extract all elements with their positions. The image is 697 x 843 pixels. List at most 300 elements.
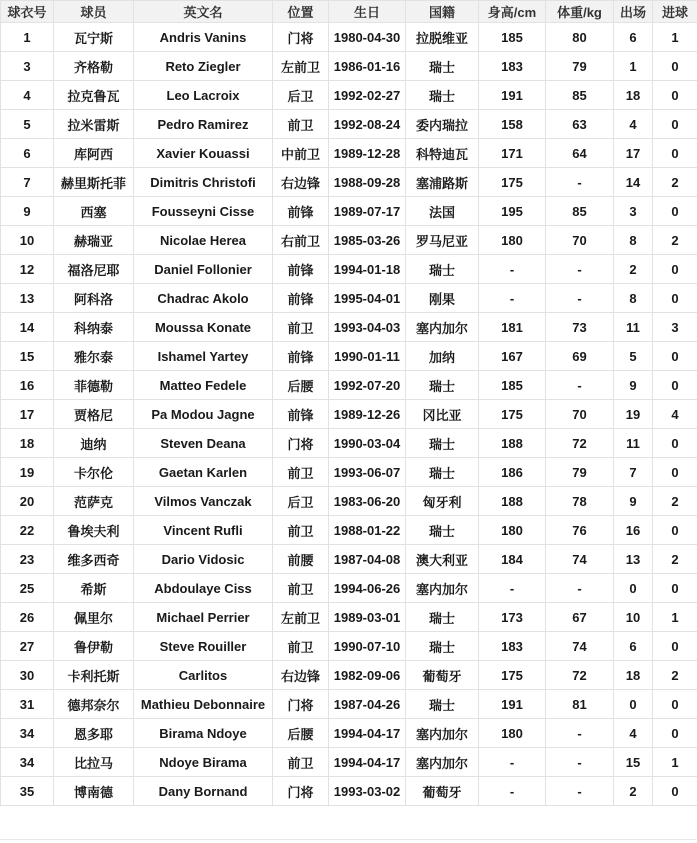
cell-height: 158: [479, 110, 546, 139]
cell-appearances: 7: [614, 458, 653, 487]
table-row: [1, 574, 697, 603]
cell-weight: 63: [546, 110, 614, 139]
cell-birthday: 1994-01-18: [329, 255, 406, 284]
table-row: [1, 139, 697, 168]
cell-goals: 0: [653, 110, 697, 139]
cell-appearances: 15: [614, 748, 653, 777]
cell-jersey-number: 14: [1, 313, 54, 342]
cell-nationality: 塞内加尔: [406, 574, 479, 603]
table-row: [1, 168, 697, 197]
cell-birthday: 1994-04-17: [329, 719, 406, 748]
cell-height: 175: [479, 168, 546, 197]
cell-nationality: 科特迪瓦: [406, 139, 479, 168]
cell-goals: 0: [653, 284, 697, 313]
cell-jersey-number: 7: [1, 168, 54, 197]
cell-appearances: 6: [614, 632, 653, 661]
cell-english-name: Vincent Rufli: [134, 516, 273, 545]
cell-appearances: 13: [614, 545, 653, 574]
cell-player-name: 菲德勒: [54, 371, 134, 400]
cell-weight: -: [546, 719, 614, 748]
cell-goals: 2: [653, 226, 697, 255]
cell-english-name: Michael Perrier: [134, 603, 273, 632]
cell-appearances: 2: [614, 777, 653, 806]
cell-birthday: 1989-12-26: [329, 400, 406, 429]
cell-player-name: 恩多耶: [54, 719, 134, 748]
cell-weight: -: [546, 255, 614, 284]
cell-birthday: 1988-01-22: [329, 516, 406, 545]
cell-goals: 0: [653, 632, 697, 661]
cell-birthday: 1994-04-17: [329, 748, 406, 777]
cell-player-name: 比拉马: [54, 748, 134, 777]
cell-nationality: 拉脱维亚: [406, 23, 479, 52]
cell-weight: 81: [546, 690, 614, 719]
cell-nationality: 瑞士: [406, 52, 479, 81]
cell-appearances: 1: [614, 52, 653, 81]
cell-nationality: 瑞士: [406, 603, 479, 632]
cell-appearances: 3: [614, 197, 653, 226]
cell-nationality: 瑞士: [406, 458, 479, 487]
cell-weight: 70: [546, 226, 614, 255]
cell-player-name: 赫瑞亚: [54, 226, 134, 255]
cell-height: 180: [479, 226, 546, 255]
cell-position: 前卫: [273, 313, 329, 342]
cell-nationality: 瑞士: [406, 371, 479, 400]
cell-birthday: 1987-04-08: [329, 545, 406, 574]
table-row: [1, 197, 697, 226]
cell-weight: -: [546, 168, 614, 197]
cell-height: 188: [479, 487, 546, 516]
cell-position: 前锋: [273, 255, 329, 284]
table-row: [1, 719, 697, 748]
cell-height: 173: [479, 603, 546, 632]
cell-position: 左前卫: [273, 603, 329, 632]
cell-height: 191: [479, 690, 546, 719]
cell-goals: 1: [653, 23, 697, 52]
column-header: 英文名: [134, 1, 273, 23]
cell-position: 前锋: [273, 342, 329, 371]
column-header: 体重/kg: [546, 1, 614, 23]
cell-goals: 1: [653, 748, 697, 777]
cell-goals: 0: [653, 690, 697, 719]
cell-weight: 74: [546, 545, 614, 574]
cell-nationality: 塞浦路斯: [406, 168, 479, 197]
cell-appearances: 4: [614, 719, 653, 748]
cell-player-name: 西塞: [54, 197, 134, 226]
cell-appearances: 11: [614, 313, 653, 342]
cell-player-name: 福洛尼耶: [54, 255, 134, 284]
table-row: [1, 81, 697, 110]
cell-english-name: Dimitris Christofi: [134, 168, 273, 197]
table-row: [1, 284, 697, 313]
cell-jersey-number: 27: [1, 632, 54, 661]
cell-height: 180: [479, 719, 546, 748]
cell-appearances: 17: [614, 139, 653, 168]
cell-nationality: 瑞士: [406, 516, 479, 545]
cell-english-name: Abdoulaye Ciss: [134, 574, 273, 603]
cell-height: -: [479, 255, 546, 284]
cell-goals: 0: [653, 719, 697, 748]
cell-weight: 74: [546, 632, 614, 661]
table-row: [1, 690, 697, 719]
cell-height: -: [479, 284, 546, 313]
cell-height: 185: [479, 23, 546, 52]
table-body: [1, 23, 697, 806]
table-row: [1, 400, 697, 429]
cell-jersey-number: 4: [1, 81, 54, 110]
cell-birthday: 1988-09-28: [329, 168, 406, 197]
cell-nationality: 葡萄牙: [406, 777, 479, 806]
cell-nationality: 瑞士: [406, 690, 479, 719]
cell-jersey-number: 1: [1, 23, 54, 52]
cell-goals: 2: [653, 661, 697, 690]
cell-jersey-number: 19: [1, 458, 54, 487]
cell-goals: 0: [653, 197, 697, 226]
cell-height: 191: [479, 81, 546, 110]
cell-position: 前锋: [273, 284, 329, 313]
cell-player-name: 赫里斯托菲: [54, 168, 134, 197]
column-header: 位置: [273, 1, 329, 23]
cell-appearances: 5: [614, 342, 653, 371]
cell-position: 门将: [273, 777, 329, 806]
cell-english-name: Xavier Kouassi: [134, 139, 273, 168]
cell-english-name: Vilmos Vanczak: [134, 487, 273, 516]
cell-height: 171: [479, 139, 546, 168]
cell-position: 前锋: [273, 197, 329, 226]
cell-weight: 80: [546, 23, 614, 52]
cell-english-name: Reto Ziegler: [134, 52, 273, 81]
cell-english-name: Gaetan Karlen: [134, 458, 273, 487]
cell-jersey-number: 17: [1, 400, 54, 429]
cell-position: 中前卫: [273, 139, 329, 168]
cell-nationality: 葡萄牙: [406, 661, 479, 690]
cell-position: 后腰: [273, 371, 329, 400]
cell-appearances: 2: [614, 255, 653, 284]
cell-player-name: 佩里尔: [54, 603, 134, 632]
cell-appearances: 8: [614, 284, 653, 313]
cell-appearances: 4: [614, 110, 653, 139]
table-row: [1, 342, 697, 371]
column-header: 身高/cm: [479, 1, 546, 23]
table-row: [1, 429, 697, 458]
cell-nationality: 加纳: [406, 342, 479, 371]
cell-appearances: 11: [614, 429, 653, 458]
cell-nationality: 冈比亚: [406, 400, 479, 429]
cell-position: 前腰: [273, 545, 329, 574]
cell-player-name: 鲁伊勒: [54, 632, 134, 661]
cell-appearances: 9: [614, 371, 653, 400]
cell-goals: 4: [653, 400, 697, 429]
cell-weight: 85: [546, 197, 614, 226]
cell-position: 前卫: [273, 458, 329, 487]
table-row: [1, 110, 697, 139]
cell-english-name: Pa Modou Jagne: [134, 400, 273, 429]
cell-weight: 76: [546, 516, 614, 545]
cell-jersey-number: 30: [1, 661, 54, 690]
cell-player-name: 库阿西: [54, 139, 134, 168]
cell-english-name: Daniel Follonier: [134, 255, 273, 284]
cell-height: 183: [479, 632, 546, 661]
cell-nationality: 委内瑞拉: [406, 110, 479, 139]
cell-birthday: 1990-01-11: [329, 342, 406, 371]
cell-jersey-number: 10: [1, 226, 54, 255]
cell-height: -: [479, 777, 546, 806]
cell-english-name: Steven Deana: [134, 429, 273, 458]
table-row: [1, 313, 697, 342]
cell-appearances: 8: [614, 226, 653, 255]
cell-goals: 0: [653, 429, 697, 458]
cell-height: 186: [479, 458, 546, 487]
cell-appearances: 14: [614, 168, 653, 197]
table-row: [1, 371, 697, 400]
cell-english-name: Ndoye Birama: [134, 748, 273, 777]
cell-english-name: Ishamel Yartey: [134, 342, 273, 371]
cell-weight: 69: [546, 342, 614, 371]
cell-jersey-number: 6: [1, 139, 54, 168]
cell-english-name: Chadrac Akolo: [134, 284, 273, 313]
cell-weight: -: [546, 574, 614, 603]
cell-birthday: 1982-09-06: [329, 661, 406, 690]
cell-goals: 0: [653, 342, 697, 371]
cell-jersey-number: 31: [1, 690, 54, 719]
cell-height: 183: [479, 52, 546, 81]
cell-position: 前卫: [273, 632, 329, 661]
cell-english-name: Fousseyni Cisse: [134, 197, 273, 226]
cell-player-name: 拉克鲁瓦: [54, 81, 134, 110]
cell-nationality: 匈牙利: [406, 487, 479, 516]
cell-height: 181: [479, 313, 546, 342]
cell-weight: -: [546, 748, 614, 777]
cell-weight: 73: [546, 313, 614, 342]
column-header: 球员: [54, 1, 134, 23]
cell-jersey-number: 34: [1, 719, 54, 748]
cell-jersey-number: 26: [1, 603, 54, 632]
cell-player-name: 阿科洛: [54, 284, 134, 313]
cell-jersey-number: 23: [1, 545, 54, 574]
cell-position: 门将: [273, 429, 329, 458]
cell-goals: 1: [653, 603, 697, 632]
cell-player-name: 希斯: [54, 574, 134, 603]
cell-birthday: 1983-06-20: [329, 487, 406, 516]
cell-birthday: 1992-02-27: [329, 81, 406, 110]
cell-goals: 0: [653, 777, 697, 806]
cell-appearances: 18: [614, 661, 653, 690]
cell-position: 门将: [273, 23, 329, 52]
cell-weight: 78: [546, 487, 614, 516]
column-header: 球衣号: [1, 1, 54, 23]
cell-weight: -: [546, 284, 614, 313]
column-header: 进球: [653, 1, 697, 23]
cell-english-name: Leo Lacroix: [134, 81, 273, 110]
cell-player-name: 卡利托斯: [54, 661, 134, 690]
cell-appearances: 0: [614, 574, 653, 603]
cell-player-name: 拉米雷斯: [54, 110, 134, 139]
cell-goals: 2: [653, 487, 697, 516]
cell-player-name: 维多西奇: [54, 545, 134, 574]
cell-goals: 2: [653, 545, 697, 574]
table-row: [1, 255, 697, 284]
cell-english-name: Moussa Konate: [134, 313, 273, 342]
cell-birthday: 1980-04-30: [329, 23, 406, 52]
cell-english-name: Nicolae Herea: [134, 226, 273, 255]
cell-weight: 67: [546, 603, 614, 632]
cell-player-name: 贾格尼: [54, 400, 134, 429]
cell-height: 188: [479, 429, 546, 458]
cell-nationality: 塞内加尔: [406, 748, 479, 777]
cell-weight: 85: [546, 81, 614, 110]
cell-nationality: 法国: [406, 197, 479, 226]
cell-appearances: 9: [614, 487, 653, 516]
table-row: [1, 777, 697, 806]
cell-jersey-number: 13: [1, 284, 54, 313]
cell-birthday: 1990-03-04: [329, 429, 406, 458]
cell-height: -: [479, 748, 546, 777]
cell-position: 后腰: [273, 719, 329, 748]
cell-jersey-number: 9: [1, 197, 54, 226]
cell-position: 前卫: [273, 748, 329, 777]
cell-appearances: 6: [614, 23, 653, 52]
cell-position: 前卫: [273, 574, 329, 603]
table-row: [1, 23, 697, 52]
cell-goals: 2: [653, 168, 697, 197]
cell-player-name: 鲁埃夫利: [54, 516, 134, 545]
cell-height: 167: [479, 342, 546, 371]
cell-birthday: 1989-03-01: [329, 603, 406, 632]
cell-english-name: Andris Vanins: [134, 23, 273, 52]
cell-jersey-number: 18: [1, 429, 54, 458]
cell-player-name: 科纳泰: [54, 313, 134, 342]
cell-nationality: 澳大利亚: [406, 545, 479, 574]
cell-height: 180: [479, 516, 546, 545]
cell-position: 门将: [273, 690, 329, 719]
cell-weight: -: [546, 371, 614, 400]
column-header: 出场: [614, 1, 653, 23]
cell-birthday: 1989-12-28: [329, 139, 406, 168]
cell-nationality: 瑞士: [406, 81, 479, 110]
cell-appearances: 10: [614, 603, 653, 632]
cell-nationality: 罗马尼亚: [406, 226, 479, 255]
cell-english-name: Matteo Fedele: [134, 371, 273, 400]
cell-jersey-number: 35: [1, 777, 54, 806]
cell-goals: 0: [653, 371, 697, 400]
cell-height: 184: [479, 545, 546, 574]
cell-nationality: 塞内加尔: [406, 719, 479, 748]
cell-nationality: 瑞士: [406, 632, 479, 661]
cell-player-name: 博南德: [54, 777, 134, 806]
cell-weight: 70: [546, 400, 614, 429]
cell-height: -: [479, 574, 546, 603]
cell-player-name: 迪纳: [54, 429, 134, 458]
cell-birthday: 1986-01-16: [329, 52, 406, 81]
cell-jersey-number: 20: [1, 487, 54, 516]
cell-position: 右前卫: [273, 226, 329, 255]
cell-jersey-number: 12: [1, 255, 54, 284]
cell-goals: 0: [653, 458, 697, 487]
cell-birthday: 1990-07-10: [329, 632, 406, 661]
cell-appearances: 19: [614, 400, 653, 429]
column-header: 生日: [329, 1, 406, 23]
cell-goals: 0: [653, 139, 697, 168]
cell-nationality: 刚果: [406, 284, 479, 313]
cell-goals: 0: [653, 255, 697, 284]
cell-player-name: 雅尔泰: [54, 342, 134, 371]
table-row: [1, 632, 697, 661]
cell-goals: 0: [653, 81, 697, 110]
cell-english-name: Birama Ndoye: [134, 719, 273, 748]
cell-weight: -: [546, 777, 614, 806]
table-row: [1, 661, 697, 690]
cell-birthday: 1987-04-26: [329, 690, 406, 719]
table-row: [1, 603, 697, 632]
cell-birthday: 1989-07-17: [329, 197, 406, 226]
cell-goals: 3: [653, 313, 697, 342]
cell-english-name: Steve Rouiller: [134, 632, 273, 661]
table-row: [1, 748, 697, 777]
table-footer-empty-row: [0, 806, 696, 840]
cell-english-name: Carlitos: [134, 661, 273, 690]
cell-position: 右边锋: [273, 661, 329, 690]
cell-goals: 0: [653, 52, 697, 81]
cell-jersey-number: 16: [1, 371, 54, 400]
cell-birthday: 1993-06-07: [329, 458, 406, 487]
cell-jersey-number: 5: [1, 110, 54, 139]
cell-appearances: 0: [614, 690, 653, 719]
cell-jersey-number: 34: [1, 748, 54, 777]
cell-nationality: 塞内加尔: [406, 313, 479, 342]
cell-goals: 0: [653, 574, 697, 603]
cell-nationality: 瑞士: [406, 255, 479, 284]
cell-birthday: 1992-07-20: [329, 371, 406, 400]
table-row: [1, 226, 697, 255]
cell-weight: 72: [546, 429, 614, 458]
cell-player-name: 范萨克: [54, 487, 134, 516]
cell-jersey-number: 15: [1, 342, 54, 371]
cell-height: 195: [479, 197, 546, 226]
cell-jersey-number: 3: [1, 52, 54, 81]
cell-weight: 79: [546, 458, 614, 487]
cell-jersey-number: 22: [1, 516, 54, 545]
cell-appearances: 16: [614, 516, 653, 545]
cell-position: 前锋: [273, 400, 329, 429]
cell-birthday: 1994-06-26: [329, 574, 406, 603]
cell-position: 右边锋: [273, 168, 329, 197]
cell-english-name: Mathieu Debonnaire: [134, 690, 273, 719]
cell-position: 前卫: [273, 110, 329, 139]
cell-birthday: 1985-03-26: [329, 226, 406, 255]
table-row: [1, 458, 697, 487]
cell-position: 左前卫: [273, 52, 329, 81]
cell-birthday: 1993-03-02: [329, 777, 406, 806]
cell-height: 185: [479, 371, 546, 400]
cell-position: 前卫: [273, 516, 329, 545]
cell-weight: 64: [546, 139, 614, 168]
cell-nationality: 瑞士: [406, 429, 479, 458]
cell-birthday: 1992-08-24: [329, 110, 406, 139]
cell-player-name: 德邦奈尔: [54, 690, 134, 719]
column-header: 国籍: [406, 1, 479, 23]
cell-appearances: 18: [614, 81, 653, 110]
cell-jersey-number: 25: [1, 574, 54, 603]
cell-english-name: Pedro Ramirez: [134, 110, 273, 139]
table-row: [1, 516, 697, 545]
cell-height: 175: [479, 661, 546, 690]
cell-goals: 0: [653, 516, 697, 545]
cell-height: 175: [479, 400, 546, 429]
cell-english-name: Dany Bornand: [134, 777, 273, 806]
cell-player-name: 卡尔伦: [54, 458, 134, 487]
table-row: [1, 52, 697, 81]
cell-player-name: 瓦宁斯: [54, 23, 134, 52]
cell-position: 后卫: [273, 81, 329, 110]
